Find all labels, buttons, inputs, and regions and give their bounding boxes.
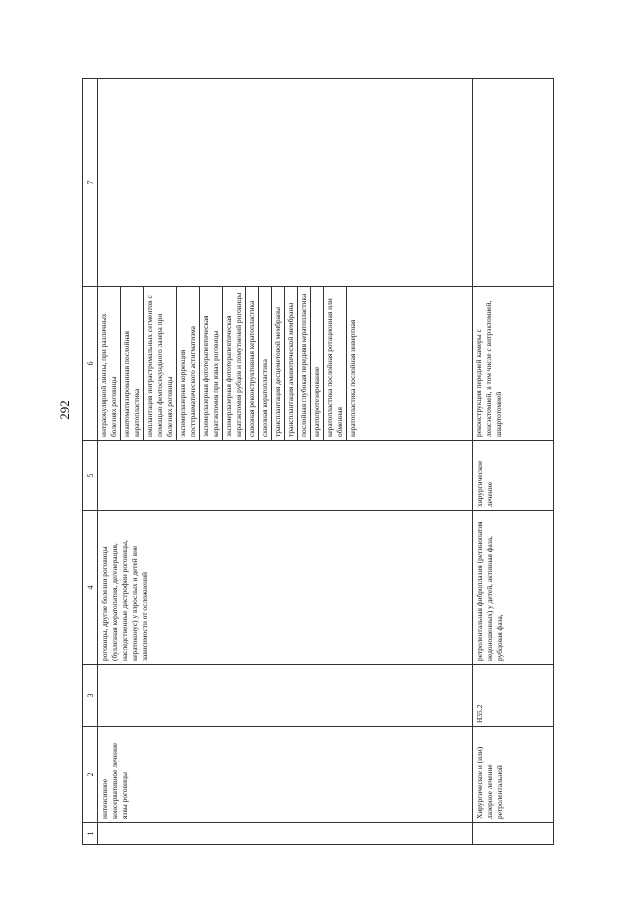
row2-icd-code: H35.2 bbox=[473, 665, 554, 727]
procedure-item: кератопластика послойная ротационная или обменная bbox=[323, 287, 346, 440]
procedure-item: эксимерлазерная коррекция посттравматического астигматизма bbox=[176, 287, 199, 440]
row2-treatment-type: Хирургическое и (или) лазерное лечение ретролентальной bbox=[473, 727, 554, 823]
row1-number bbox=[98, 823, 473, 845]
table-row bbox=[473, 79, 554, 845]
procedure-item: имплантация интрастромальных сегментов с помощью фемтосекундного лазера при болезнях роговицы bbox=[143, 287, 176, 440]
row2-diagnosis: ретролентальная фиброплазия (ретинопатия недоношенных) у детей, активная фаза, рубцовая фаза, bbox=[473, 511, 554, 665]
row1-icd-code bbox=[98, 665, 473, 727]
procedure-item: реконструкция передней камеры с ленсэктомией, в том числе с витрэктомией, швартотомией bbox=[474, 300, 503, 437]
procedure-item: кератопластика послойная инвертная bbox=[346, 287, 359, 440]
row1-diagnosis: роговицы, другие болезни роговицы (буллезная кератопатия, дегенерация, наследственные дистрофии роговицы, кератоконус) у взрослых и детей вне зависимости от осложнений bbox=[98, 511, 473, 665]
header-row bbox=[83, 79, 98, 845]
procedure-item: кератопротезирование bbox=[310, 287, 323, 440]
row1-treatment-method bbox=[98, 441, 473, 511]
header-col-6: 6 bbox=[83, 287, 98, 441]
procedure-item: неавтоматизированная послойная кератопластика bbox=[120, 287, 143, 440]
header-col-1: 1 bbox=[83, 823, 98, 845]
header-col-2: 2 bbox=[83, 727, 98, 823]
procedure-item: послойная глубокая передняя кератопластика bbox=[297, 287, 310, 440]
procedure-item: эксимерлазерная фототерапевтическая кератэктомия рубцов и помутнений роговицы bbox=[222, 287, 245, 440]
row2-procedures bbox=[473, 287, 554, 441]
header-col-5: 5 bbox=[83, 441, 98, 511]
procedure-item: сквозная кератопластика bbox=[258, 287, 271, 440]
header-col-4: 4 bbox=[83, 511, 98, 665]
row2-number bbox=[473, 823, 554, 845]
page-number: 292 bbox=[57, 400, 72, 420]
rotated-table-container bbox=[82, 79, 546, 845]
procedure-item: интраокулярной линзы, при различных болезнях роговицы bbox=[99, 313, 118, 437]
header-col-7: 7 bbox=[83, 79, 98, 287]
row1-notes bbox=[98, 79, 473, 287]
procedure-item: сквозная реконструктивная кератопластика bbox=[245, 287, 258, 440]
row1-procedures bbox=[98, 287, 473, 441]
medical-procedures-table bbox=[82, 78, 554, 845]
header-col-3: 3 bbox=[83, 665, 98, 727]
table-row bbox=[98, 79, 473, 845]
procedure-item: эксимерлазерная фототерапевтическая кератэктомия при язвах роговицы bbox=[199, 287, 222, 440]
procedure-item: трансплантация десцеметовой мембраны bbox=[271, 287, 284, 440]
procedure-item: трансплантация амниотической мембраны bbox=[284, 287, 297, 440]
row2-treatment-method: хирургическое лечение bbox=[473, 441, 554, 511]
row1-treatment-type: интенсивное консервативное лечение язвы роговицы bbox=[98, 727, 473, 823]
row2-notes bbox=[473, 79, 554, 287]
